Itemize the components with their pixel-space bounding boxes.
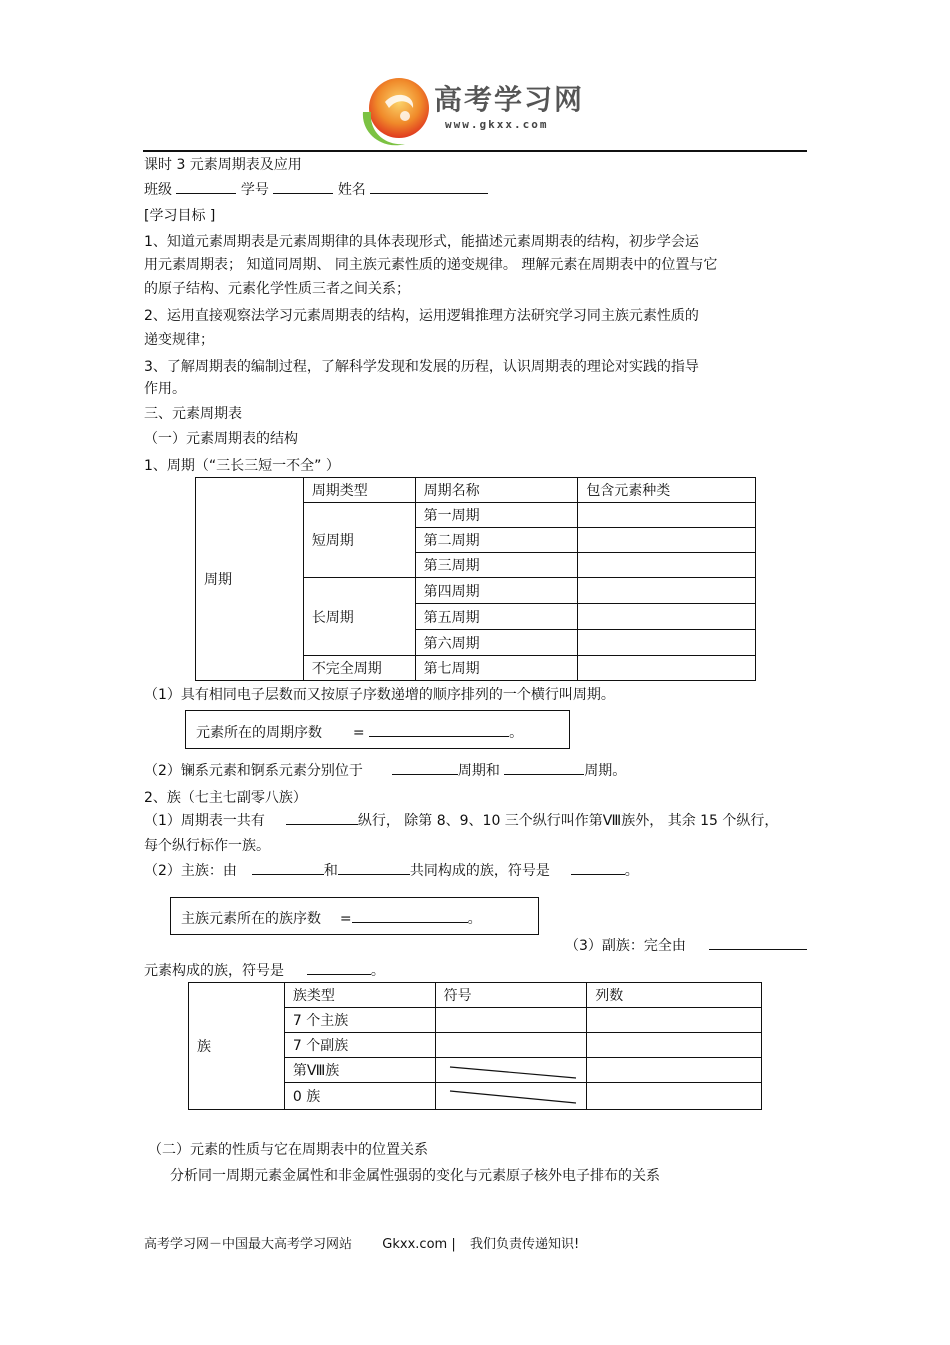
footer-slogan: 我们负责传递知识! (469, 1237, 580, 1252)
header-column-count: 列数 (587, 983, 762, 1008)
column-count-cell[interactable] (587, 1083, 762, 1110)
main-group-blank-2[interactable] (338, 860, 410, 875)
footer-left: 高考学习网－中国最大高考学习网站 (144, 1237, 353, 1252)
group-note-1 (144, 810, 778, 830)
column-count-cell[interactable] (587, 1008, 762, 1033)
group-note-3 (565, 935, 807, 955)
period-formula-blank[interactable] (369, 722, 509, 737)
element-count-cell[interactable] (578, 656, 756, 681)
symbol-cell[interactable] (435, 1008, 587, 1033)
full-stop: 。 (509, 725, 524, 741)
period-row-label: 周期 (196, 478, 304, 681)
note-2-text: 周期和 (457, 763, 500, 779)
actinide-blank[interactable] (504, 760, 584, 775)
header-rule (143, 150, 807, 152)
period-name: 第三周期 (415, 553, 578, 578)
group-formula-box (170, 897, 539, 935)
period-name: 第六周期 (415, 630, 578, 656)
note-2-text: 周期。 (584, 763, 627, 779)
goal-2-line-1: 2、运用直接观察法学习元素周期表的结构，运用逻辑推理方法研究学习同主族元素性质的 (144, 308, 699, 324)
group-note-text: （2）主族：由 (144, 863, 237, 879)
header-group-type: 族类型 (284, 983, 435, 1008)
group-row-label: 族 (189, 983, 285, 1110)
footer-site[interactable]: Gkxx.com | (382, 1237, 456, 1252)
class-blank[interactable] (176, 179, 236, 194)
element-count-cell[interactable] (578, 553, 756, 578)
full-stop: 。 (624, 863, 639, 879)
student-info-line (144, 179, 488, 199)
group-heading: 2、族（七主七副零八族） (144, 790, 307, 806)
note-2-text: （2）镧系元素和锕系元素分别位于 (144, 763, 363, 779)
goal-1-line-3: 的原子结构、元素化学性质三者之间关系； (144, 281, 410, 297)
goal-3-line-1: 3、了解周期表的编制过程，了解科学发现和发展的历程，认识周期表的理论对实践的指导 (144, 359, 699, 375)
goal-3-line-2: 作用。 (144, 381, 186, 397)
logo-text: 高考学习网 (434, 83, 585, 116)
element-count-cell[interactable] (578, 630, 756, 656)
group-note-text: 纵行， 除第 8、9、10 三个纵行叫作第Ⅷ族外， 其余 15 个纵行， (357, 813, 779, 829)
period-name: 第五周期 (415, 604, 578, 630)
group-note-text: （1）周期表一共有 (144, 813, 265, 829)
symbol-cell-struck (435, 1058, 587, 1083)
lesson-title: 课时 3 元素周期表及应用 (144, 157, 302, 173)
column-count-cell[interactable] (587, 1058, 762, 1083)
class-label: 班级 (144, 182, 172, 198)
equals-sign: = (352, 725, 365, 741)
period-name: 第二周期 (415, 528, 578, 553)
analysis-text: 分析同一周期元素金属性和非金属性强弱的变化与元素原子核外电子排布的关系 (170, 1168, 660, 1184)
full-stop: 。 (467, 911, 482, 927)
group-formula-blank[interactable] (352, 908, 468, 923)
footer (144, 1233, 579, 1252)
logo-swirl-icon (355, 72, 435, 152)
period-formula-box (185, 710, 570, 749)
goal-1-line-2: 用元素周期表； 知道同周期、 同主族元素性质的递变规律。 理解元素在周期表中的位置与它 (144, 257, 718, 273)
subsection-1-heading: （一）元素周期表的结构 (144, 431, 298, 447)
symbol-cell-struck (435, 1083, 587, 1110)
period-table (195, 477, 756, 681)
short-period-label: 短周期 (303, 503, 415, 578)
column-count-cell[interactable] (587, 1033, 762, 1058)
group-type: 0 族 (284, 1083, 435, 1110)
group-note-text: 元素构成的族，符号是 (144, 963, 284, 979)
element-count-cell[interactable] (578, 503, 756, 528)
group-note-text: （3）副族：完全由 (565, 938, 686, 954)
header-period-type: 周期类型 (303, 478, 415, 503)
period-name: 第四周期 (415, 578, 578, 604)
group-note-2 (144, 860, 639, 880)
period-name: 第一周期 (415, 503, 578, 528)
group-note-3-cont (144, 960, 385, 980)
group-type: 7 个主族 (284, 1008, 435, 1033)
period-note-2 (144, 760, 626, 780)
group-note-1-cont: 每个纵行标作一族。 (144, 838, 270, 854)
element-count-cell[interactable] (578, 528, 756, 553)
equals-sign: = (339, 911, 352, 927)
logo-url: www.gkxx.com (445, 118, 549, 131)
symbol-cell[interactable] (435, 1033, 587, 1058)
subsection-2-heading: （二）元素的性质与它在周期表中的位置关系 (148, 1142, 428, 1158)
group-type: 第Ⅷ族 (284, 1058, 435, 1083)
header-period-name: 周期名称 (415, 478, 578, 503)
incomplete-period-label: 不完全周期 (303, 656, 415, 681)
element-count-cell[interactable] (578, 604, 756, 630)
goals-heading: [学习目标 ] (144, 208, 216, 224)
group-note-text: 共同构成的族，符号是 (409, 863, 550, 879)
header-element-count: 包含元素种类 (578, 478, 756, 503)
goal-1-line-1: 1、知道元素周期表是元素周期律的具体表现形式，能描述元素周期表的结构，初步学会运 (144, 234, 699, 250)
main-group-blank-1[interactable] (252, 860, 324, 875)
group-note-text: 和 (323, 863, 338, 879)
element-count-cell[interactable] (578, 578, 756, 604)
period-note-1: （1）具有相同电子层数而又按原子序数递增的顺序排列的一个横行叫周期。 (144, 687, 615, 703)
header-symbol: 符号 (435, 983, 587, 1008)
name-blank[interactable] (370, 179, 488, 194)
group-type: 7 个副族 (284, 1033, 435, 1058)
main-group-symbol-blank[interactable] (571, 860, 625, 875)
subgroup-blank[interactable] (709, 935, 807, 950)
column-count-blank[interactable] (286, 810, 358, 825)
group-table (188, 982, 762, 1110)
long-period-label: 长周期 (303, 578, 415, 656)
section-heading: 三、元素周期表 (144, 406, 242, 422)
full-stop: 。 (370, 963, 385, 979)
group-formula-label: 主族元素所在的族序数 (181, 911, 321, 927)
id-label: 学号 (240, 182, 269, 198)
period-formula-label: 元素所在的周期序数 (196, 725, 322, 741)
period-heading: 1、周期（“三长三短一不全” ） (144, 458, 340, 474)
goal-2-line-2: 递变规律； (144, 332, 214, 348)
lanthanide-blank[interactable] (392, 760, 458, 775)
period-name: 第七周期 (415, 656, 578, 681)
name-label: 姓名 (337, 182, 366, 198)
strike-line (436, 1083, 588, 1109)
strike-line (436, 1058, 588, 1084)
subgroup-symbol-blank[interactable] (307, 960, 371, 975)
id-blank[interactable] (273, 179, 333, 194)
